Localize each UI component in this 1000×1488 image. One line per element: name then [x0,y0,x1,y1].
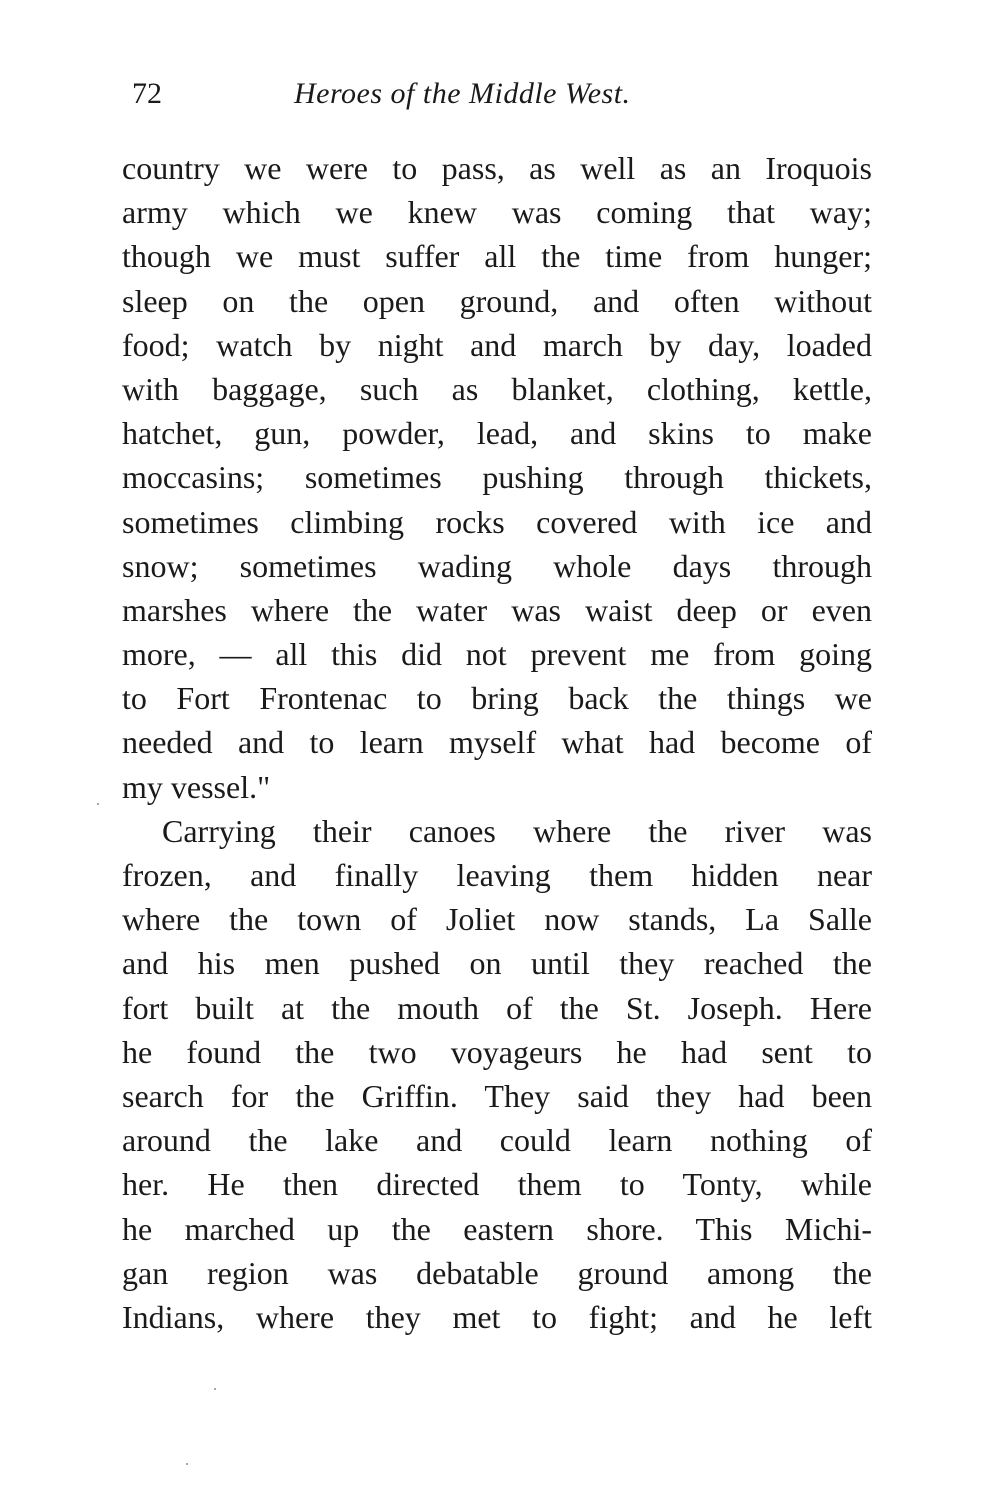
text-line: moccasins; sometimes pushing through thickets, [122,459,872,496]
scan-speck [97,803,99,805]
text-line: food; watch by night and march by day, loaded [122,326,872,363]
paragraph-2 [122,809,872,1339]
text-line: marshes where the water was waist deep or even [122,591,872,628]
scan-speck [186,1463,188,1465]
text-line: fort built at the mouth of the St. Joseph. Here [122,989,872,1026]
text-line: and his men pushed on until they reached the [122,945,872,982]
text-line: Indians, where they met to fight; and he left [122,1298,872,1335]
text-line: he marched up the eastern shore. This Michi- [122,1210,872,1247]
running-title: Heroes of the Middle West. [294,77,631,110]
text-line: around the lake and could learn nothing of [122,1122,872,1159]
text-line: Carrying their canoes where the river was [162,812,872,849]
text-line: though we must suffer all the time from hunger; [122,238,872,275]
page-header [132,74,872,114]
text-line: hatchet, gun, powder, lead, and skins to make [122,415,872,452]
text-line: snow; sometimes wading whole days through [122,547,872,584]
text-line: with baggage, such as blanket, clothing, kettle, [122,370,872,407]
paragraph-1 [122,146,872,809]
text-line: her. He then directed them to Tonty, while [122,1166,872,1203]
text-line: needed and to learn myself what had become of [122,724,872,761]
page-number: 72 [132,77,162,110]
text-line: country we were to pass, as well as an Iroquois [122,150,872,186]
text-line: where the town of Joliet now stands, La Salle [122,901,872,938]
text-line: my vessel." [122,768,271,805]
text-line: more, — all this did not prevent me from going [122,636,872,673]
text-line: he found the two voyageurs he had sent to [122,1033,872,1070]
body-text [122,146,872,1339]
scan-speck [214,1388,216,1390]
text-line: sometimes climbing rocks covered with ice and [122,503,872,540]
text-line: sleep on the open ground, and often without [122,282,872,319]
text-line: gan region was debatable ground among the [122,1254,872,1291]
text-line: army which we knew was coming that way; [122,194,872,231]
text-line: frozen, and finally leaving them hidden near [122,857,872,893]
text-line: search for the Griffin. They said they had been [122,1077,872,1114]
text-line: to Fort Frontenac to bring back the things we [122,680,872,717]
